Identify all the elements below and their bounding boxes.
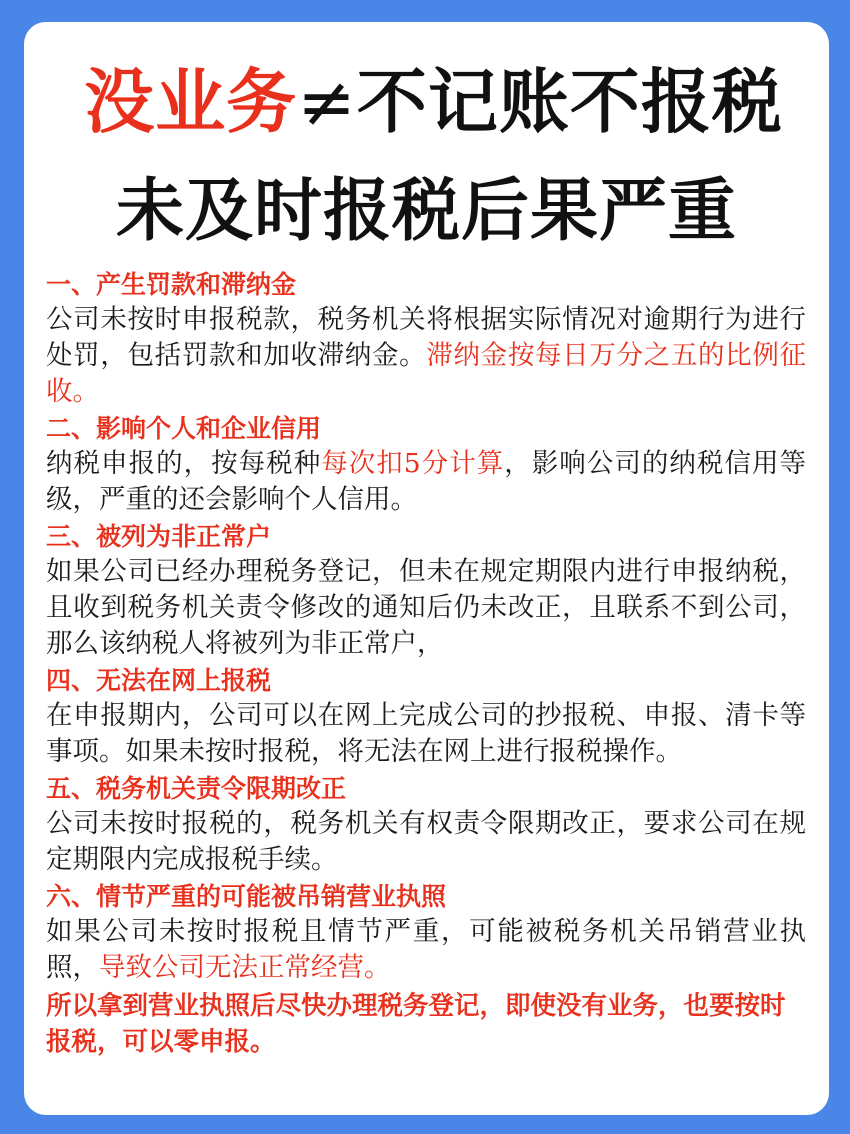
section-text: 在申报期内，公司可以在网上完成公司的抄报税、申报、清卡等事项。如果未按时报税，将无法在网上进行报税操作。 [46,700,806,767]
section-text [46,914,806,986]
section-4 [46,664,806,770]
section-text [46,446,806,518]
section-2 [46,412,806,518]
section-heading: 二、影响个人和企业信用 [46,414,322,443]
section-text-main: 公司未按时申报税款，税务机关将根据实际情况对逾期行为进行处罚，包括罚款和加收滞纳金。 [46,304,806,371]
section-1 [46,268,806,410]
section-text: 如果公司已经办理税务登记，但未在规定期限内进行申报纳税，且收到税务机关责令修改的通知后仍未改正，且联系不到公司，那么该纳税人将被列为非正常户， [46,556,806,659]
section-text [46,302,806,410]
section-text-main: 如果公司未按时报税且情节严重，可能被税务机关吊销营业执照， [46,916,806,983]
article-body [46,268,806,1060]
section-text-highlight: 滞纳金按每日万分之五的比例征收。 [46,340,807,407]
section-heading: 一、产生罚款和滞纳金 [46,270,297,299]
section-text-after: ，影响公司的纳税信用等级，严重的还会影响个人信用。 [46,448,806,515]
not-equal-symbol: ≠ [297,61,357,143]
section-6 [46,880,806,986]
conclusion-text: 所以拿到营业执照后尽快办理税务登记，即使没有业务，也要按时报税，可以零申报。 [46,991,786,1057]
section-text-highlight: 导致公司无法正常经营。 [99,952,391,983]
section-text-main: 纳税申报的，按每税种 [46,448,322,479]
section-text: 公司未按时报税的，税务机关有权责令限期改正，要求公司在规定期限内完成报税手续。 [46,808,806,875]
content-card [24,22,829,1115]
section-heading: 五、税务机关责令限期改正 [46,774,347,803]
section-3 [46,520,806,662]
section-heading: 三、被列为非正常户 [46,522,272,551]
title-line-1 [38,62,829,142]
section-heading: 六、情节严重的可能被吊销营业执照 [46,882,447,911]
title-main: 不记账不报税 [356,61,783,143]
title-highlight: 没业务 [84,61,298,143]
section-5 [46,772,806,878]
title-line-2: 未及时报税后果严重 [115,172,737,251]
section-heading: 四、无法在网上报税 [46,666,272,695]
section-text-highlight: 每次扣5分计算 [321,448,505,479]
